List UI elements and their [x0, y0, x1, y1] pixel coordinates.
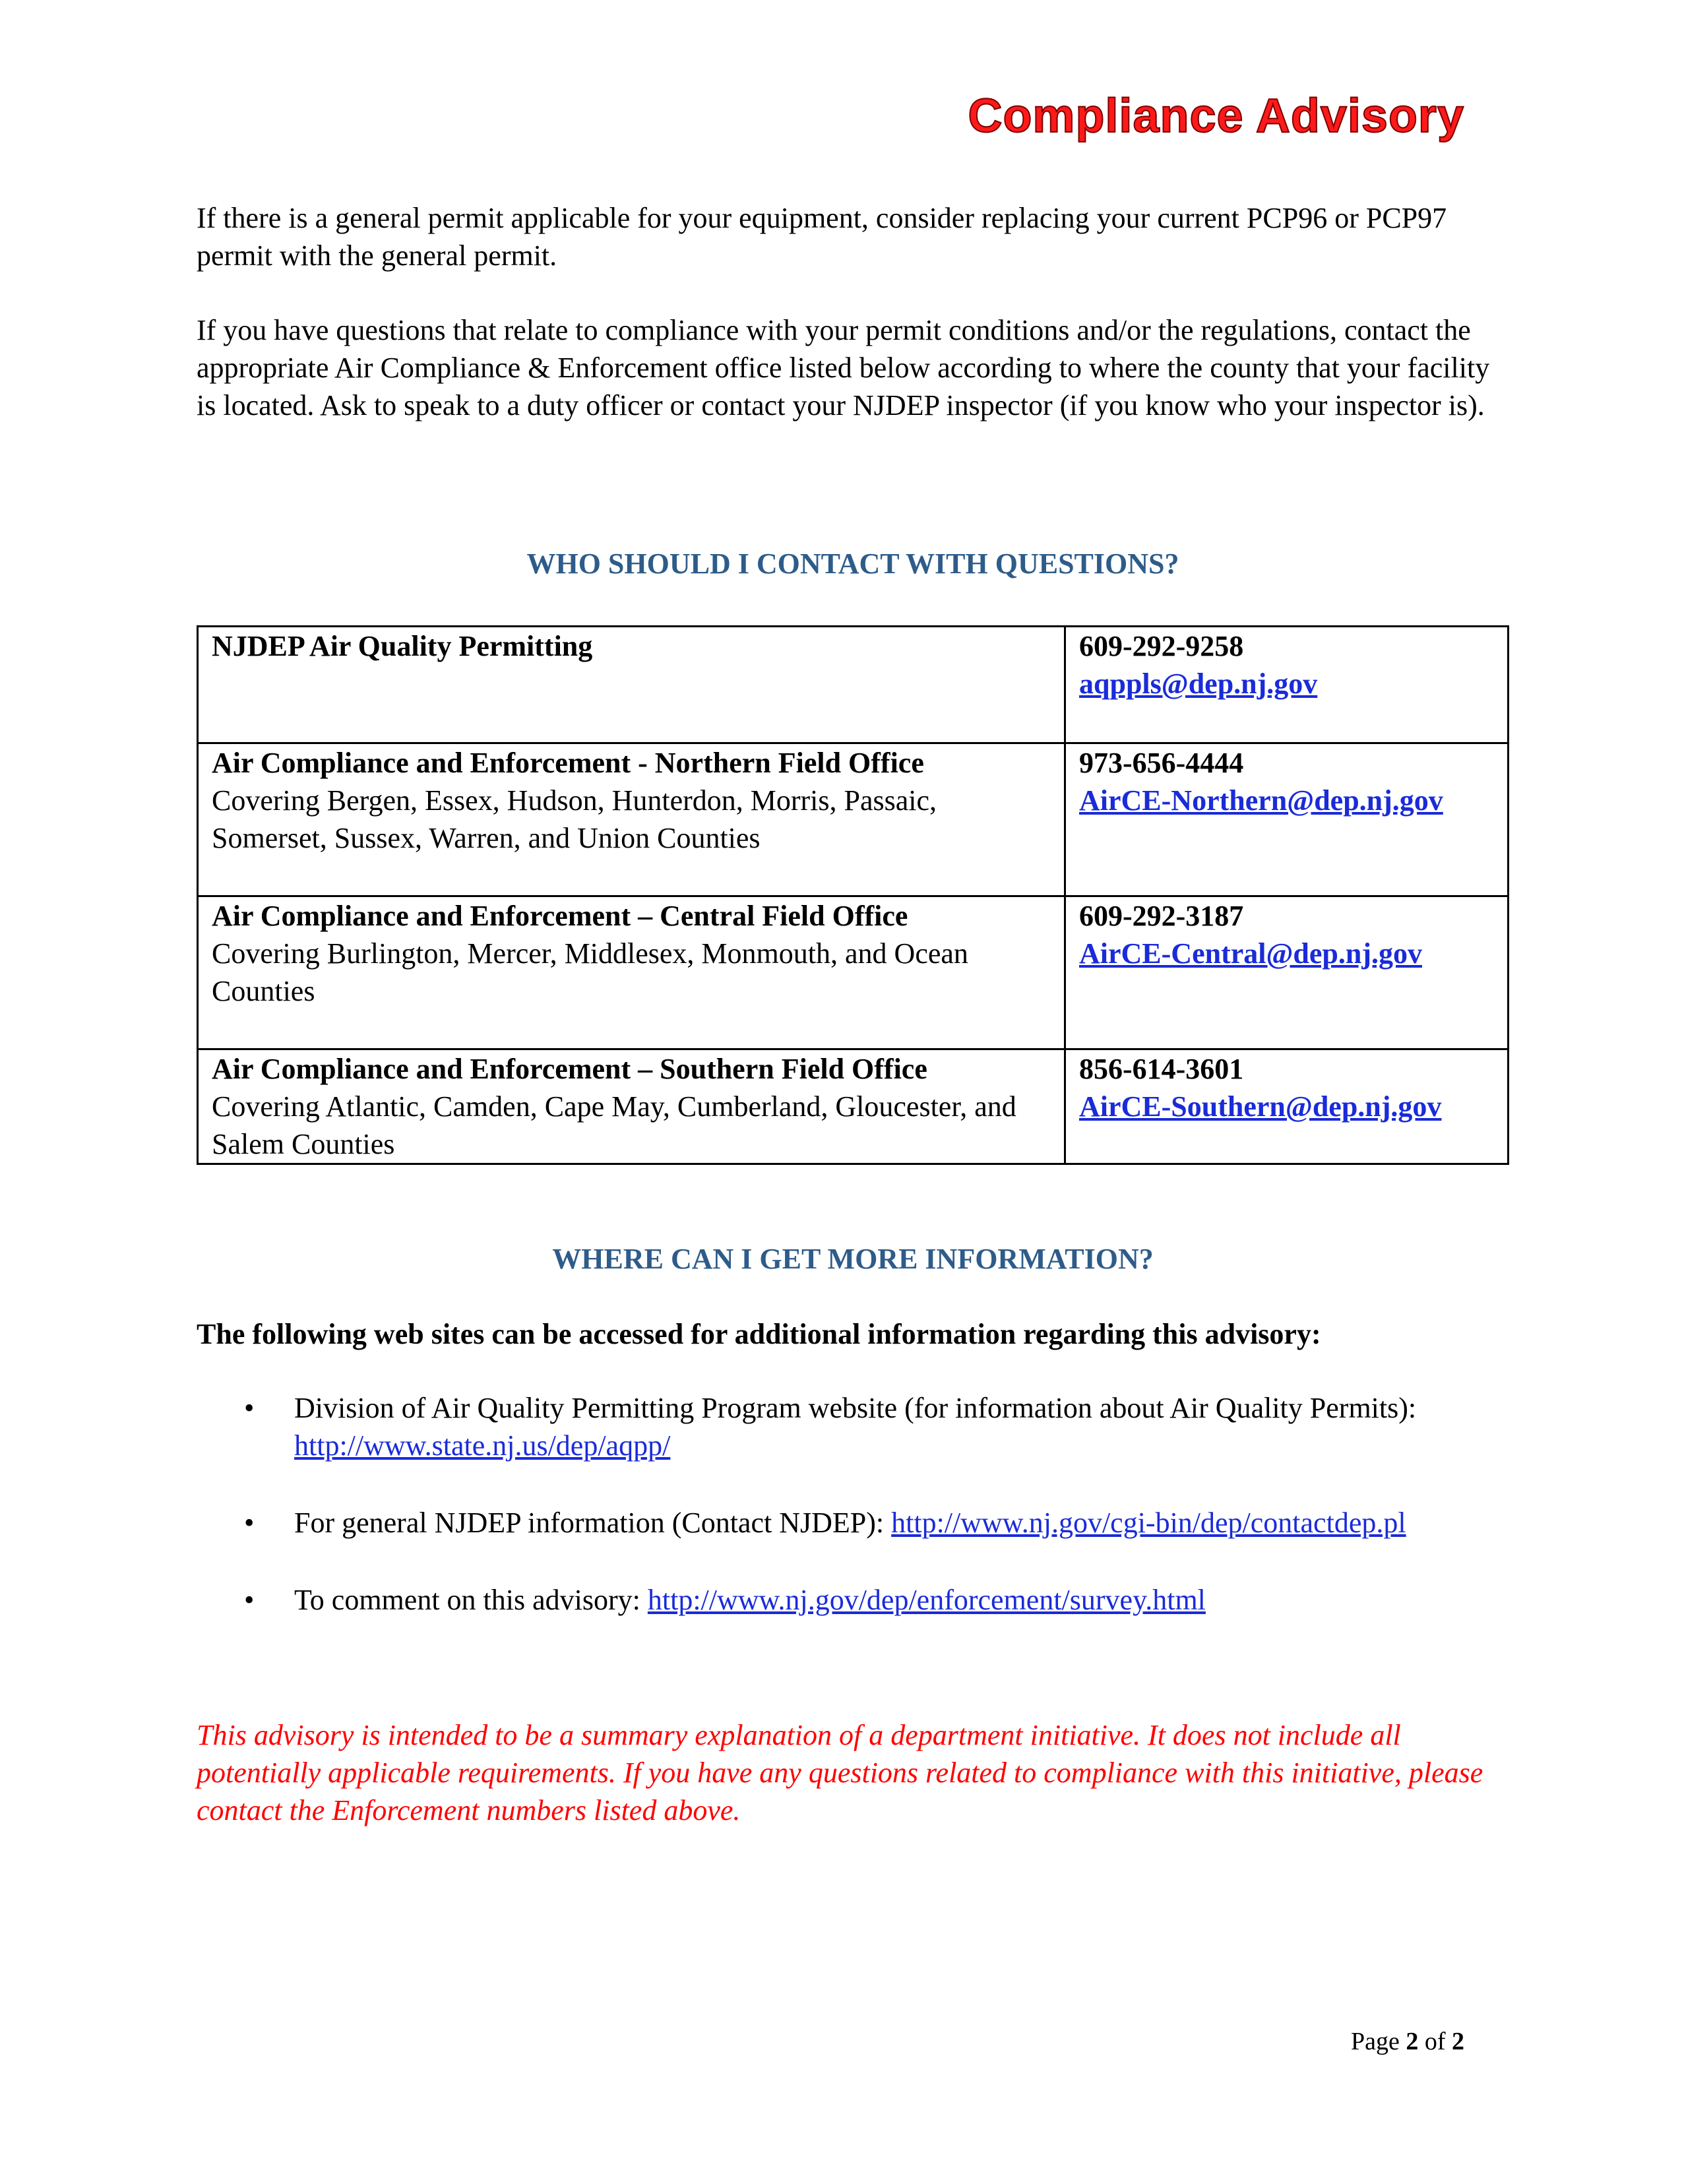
email-link[interactable]: AirCE-Central@dep.nj.gov	[1079, 937, 1423, 970]
contact-section-heading: WHO SHOULD I CONTACT WITH QUESTIONS?	[526, 547, 1179, 580]
info-links-list	[197, 1389, 1509, 1658]
office-coverage: Covering Atlantic, Camden, Cape May, Cumberland, Gloucester, and Salem Counties	[212, 1090, 1016, 1160]
table-row	[198, 896, 1509, 1049]
office-cell	[198, 896, 1065, 1049]
table-row	[198, 1049, 1509, 1164]
phone-number: 856-614-3601	[1079, 1053, 1244, 1085]
email-link[interactable]: AirCE-Northern@dep.nj.gov	[1079, 784, 1443, 817]
intro-paragraph-compliance-questions: If you have questions that relate to compliance with your permit conditions and/or the regulations, contact the appropriate Air Compliance & Enforcement office listed below according to where the county that your facility is located. Ask to speak to a duty officer or contact your NJDEP inspector (if you know who your inspector is).	[197, 314, 1490, 421]
contact-cell	[1065, 1049, 1509, 1164]
office-name: Air Compliance and Enforcement – Southern Field Office	[212, 1053, 927, 1085]
aqpp-website-link[interactable]: http://www.state.nj.us/dep/aqpp/	[294, 1429, 671, 1462]
phone-number: 973-656-4444	[1079, 747, 1244, 779]
link-description: To comment on this advisory:	[294, 1584, 648, 1616]
info-section-heading: WHERE CAN I GET MORE INFORMATION?	[552, 1243, 1154, 1275]
office-coverage: Covering Burlington, Mercer, Middlesex, Monmouth, and Ocean Counties	[212, 937, 968, 1007]
office-name: Air Compliance and Enforcement - Northern Field Office	[212, 747, 924, 779]
contact-cell	[1065, 743, 1509, 896]
contact-cell	[1065, 896, 1509, 1049]
bullet-icon: •	[244, 1392, 255, 1424]
bullet-icon: •	[244, 1584, 255, 1616]
table-row	[198, 743, 1509, 896]
email-link[interactable]: AirCE-Southern@dep.nj.gov	[1079, 1090, 1442, 1123]
disclaimer-text: This advisory is intended to be a summary explanation of a department initiative. It does not include all potentially applicable requirements. If you have any questions related to compliance with this initiative, please contact the Enforcement numbers listed above.	[197, 1719, 1483, 1826]
link-description: For general NJDEP information (Contact NJDEP):	[294, 1507, 892, 1539]
intro-paragraph-general-permit: If there is a general permit applicable for your equipment, consider replacing your current PCP96 or PCP97 permit with the general permit.	[197, 202, 1447, 272]
page-separator: of	[1418, 2028, 1452, 2055]
page-total: 2	[1452, 2028, 1464, 2055]
contact-njdep-link[interactable]: http://www.nj.gov/cgi-bin/dep/contactdep.pl	[891, 1507, 1406, 1539]
page-current: 2	[1406, 2028, 1419, 2055]
phone-number: 609-292-3187	[1079, 900, 1244, 932]
phone-number: 609-292-9258	[1079, 630, 1244, 662]
page-prefix: Page	[1350, 2028, 1406, 2055]
office-coverage: Covering Bergen, Essex, Hudson, Hunterdon, Morris, Passaic, Somerset, Sussex, Warren, and Union Counties	[212, 784, 937, 854]
link-description: Division of Air Quality Permitting Program website (for information about Air Quality Permits):	[294, 1392, 1417, 1424]
office-cell	[198, 743, 1065, 896]
office-cell	[198, 627, 1065, 743]
list-item	[197, 1504, 1509, 1542]
page-title: Compliance Advisory	[968, 90, 1464, 142]
table-row	[198, 627, 1509, 743]
survey-link[interactable]: http://www.nj.gov/dep/enforcement/survey.html	[647, 1584, 1206, 1616]
contact-cell	[1065, 627, 1509, 743]
email-link[interactable]: aqppls@dep.nj.gov	[1079, 668, 1318, 700]
bullet-icon: •	[244, 1507, 255, 1539]
page-number	[1351, 2029, 1464, 2054]
contacts-table	[197, 625, 1509, 1165]
office-name: NJDEP Air Quality Permitting	[212, 630, 593, 662]
office-name: Air Compliance and Enforcement – Central Field Office	[212, 900, 908, 932]
list-item	[197, 1581, 1509, 1619]
list-item	[197, 1389, 1509, 1464]
info-intro: The following web sites can be accessed for additional information regarding this advisory:	[197, 1318, 1321, 1350]
office-cell	[198, 1049, 1065, 1164]
